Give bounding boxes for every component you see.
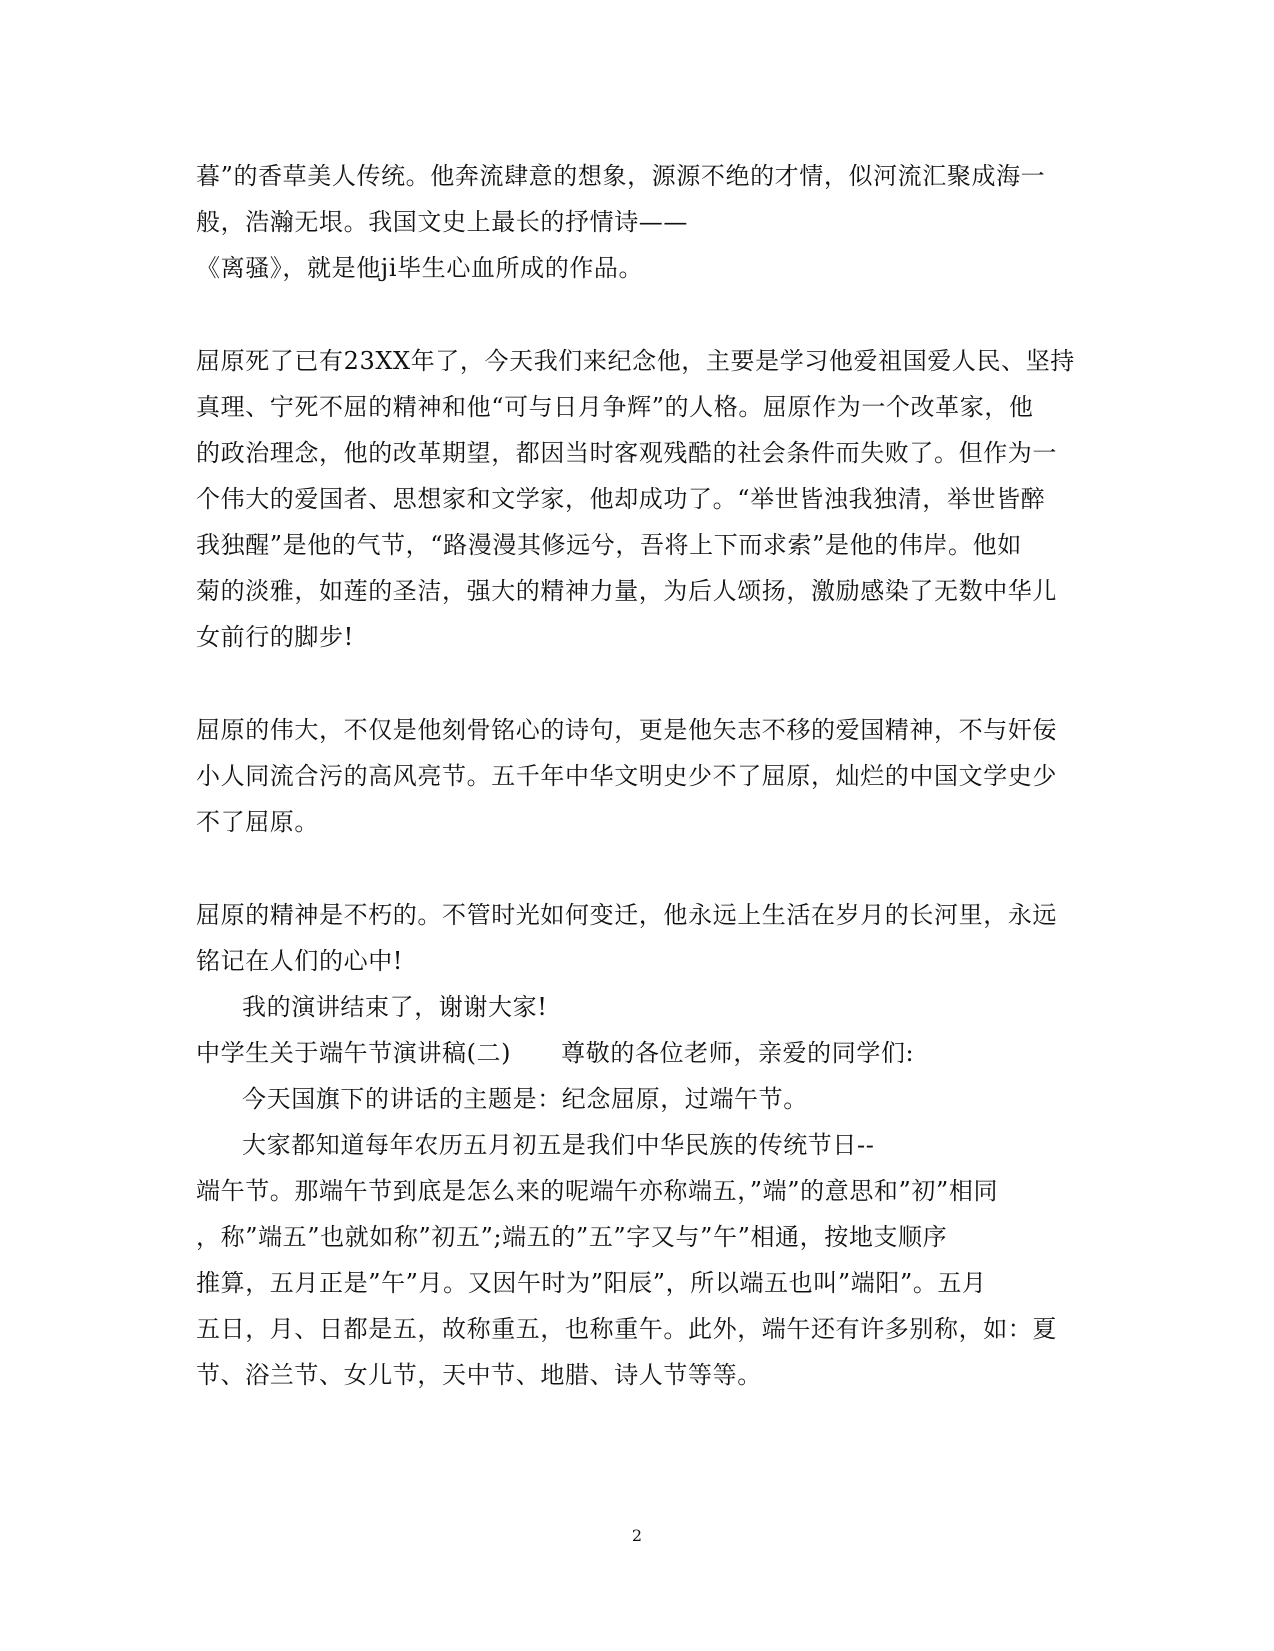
speech-title: 中学生关于端午节演讲稿(二) (196, 1039, 512, 1067)
text-line: 屈原死了已有23XX年了，今天我们来纪念他，主要是学习他爱祖国爱人民、坚持 (196, 347, 1075, 375)
salutation: 尊敬的各位老师，亲爱的同学们: (561, 1039, 915, 1067)
text-line: 女前行的脚步! (196, 623, 354, 651)
text-line: 端午节。那端午节到底是怎么来的呢端午亦称端五，”端”的意思和”初”相同 (196, 1177, 999, 1205)
speech-title-line (196, 1037, 914, 1069)
text-line: 推算，五月正是”午”月。又因午时为”阳辰”，所以端五也叫”端阳”。五月 (196, 1269, 987, 1297)
text-line: 的政治理念，他的改革期望，都因当时客观残酷的社会条件而失败了。但作为一 (196, 439, 1057, 467)
text-line: 五日，月、日都是五，故称重五，也称重午。此外，端午还有许多别称，如：夏 (196, 1315, 1057, 1343)
text-line: ，称”端五”也就如称”初五”;端五的”五”字又与”午”相通，按地支顺序 (196, 1223, 948, 1251)
text-line: 《离骚》，就是他ji毕生心血所成的作品。 (196, 254, 644, 282)
text-line: 个伟大的爱国者、思想家和文学家，他却成功了。“举世皆浊我独清，举世皆醉 (196, 485, 1046, 513)
text-line: 真理、宁死不屈的精神和他“可与日月争辉”的人格。屈原作为一个改革家，他 (196, 393, 1034, 421)
text-line: 小人同流合污的高风亮节。五千年中华文明史少不了屈原，灿烂的中国文学史少 (196, 762, 1057, 790)
text-line: 不了屈原。 (196, 808, 319, 836)
text-line: 屈原的伟大，不仅是他刻骨铭心的诗句，更是他矢志不移的爱国精神，不与奸佞 (196, 716, 1057, 744)
text-line: 我独醒”是他的气节，“路漫漫其修远兮，吾将上下而求索”是他的伟岸。他如 (196, 531, 1022, 559)
page-number: 2 (631, 1526, 643, 1545)
text-line: 节、浴兰节、女儿节，天中节、地腊、诗人节等等。 (196, 1361, 762, 1389)
text-line: 铭记在人们的心中! (196, 947, 404, 975)
text-line: 屈原的精神是不朽的。不管时光如何变迁，他永远上生活在岁月的长河里，永远 (196, 901, 1057, 929)
text-line: 菊的淡雅，如莲的圣洁，强大的精神力量，为后人颂扬，激励感染了无数中华儿 (196, 577, 1057, 605)
closing-line: 我的演讲结束了，谢谢大家! (242, 993, 548, 1021)
text-line: 今天国旗下的讲话的主题是：纪念屈原，过端午节。 (242, 1085, 808, 1113)
text-line: 大家都知道每年农历五月初五是我们中华民族的传统节日-- (242, 1131, 875, 1159)
text-line: 暮”的香草美人传统。他奔流肆意的想象，源源不绝的才情，似河流汇聚成海一 (196, 162, 1046, 190)
text-line: 般，浩瀚无垠。我国文史上最长的抒情诗—— (196, 208, 688, 236)
